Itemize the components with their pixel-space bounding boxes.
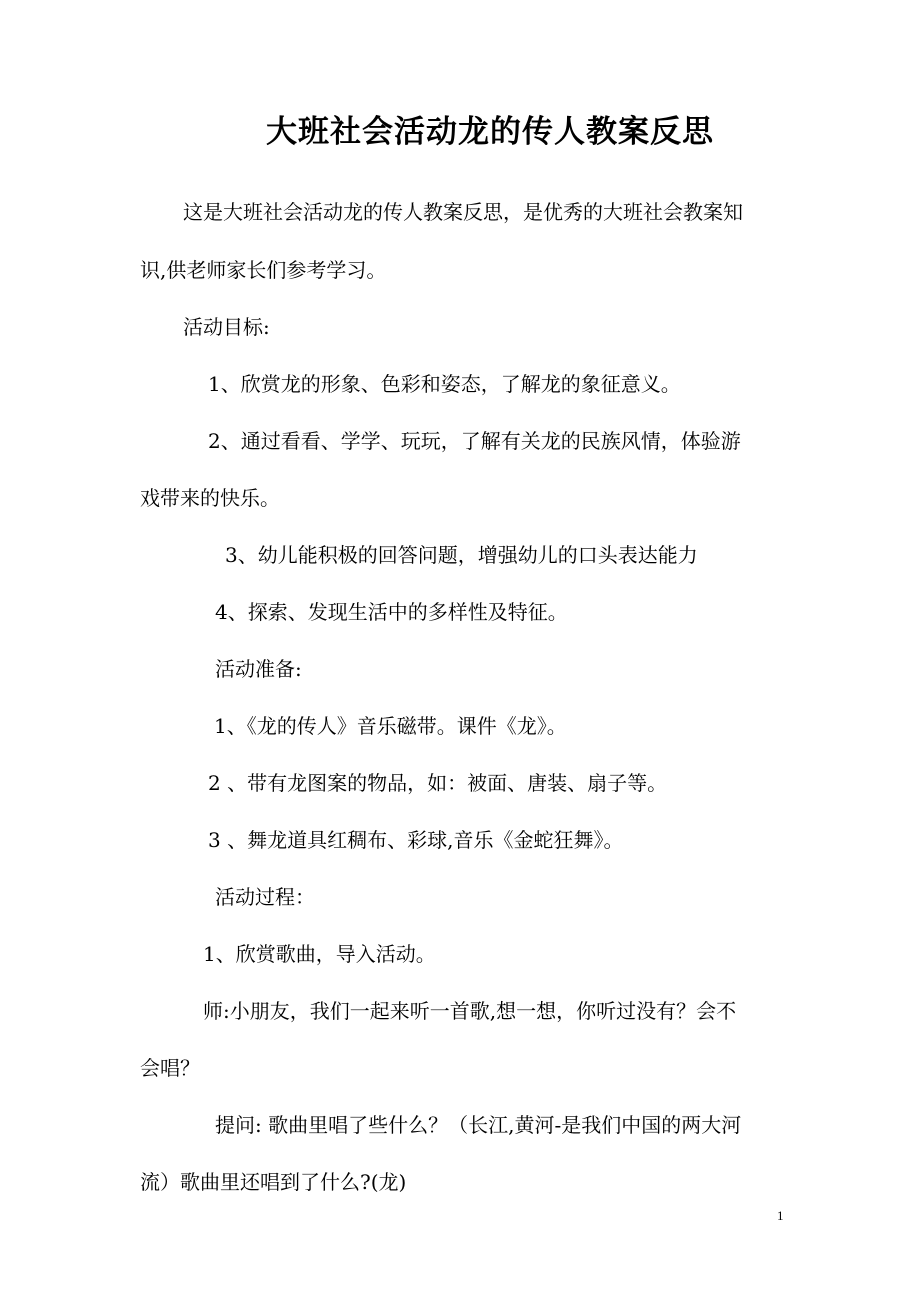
question-line-1: 提问: 歌曲里唱了些什么？（长江,黄河-是我们中国的两大河	[215, 1113, 742, 1137]
teacher-line-1: 师:小朋友，我们一起来听一首歌,想一想，你听过没有？会不	[203, 999, 737, 1023]
preparation-item-3: 3 、舞龙道具红稠布、彩球,音乐《金蛇狂舞》。	[208, 828, 624, 852]
goal-item-1: 1、欣赏龙的形象、色彩和姿态，了解龙的象征意义。	[208, 372, 681, 396]
document-title: 大班社会活动龙的传人教案反思	[266, 114, 714, 150]
preparation-item-1: 1、《龙的传人》音乐磁带。课件《龙》。	[214, 714, 567, 738]
goal-item-4: 4、探索、发现生活中的多样性及特征。	[215, 600, 568, 624]
teacher-line-2: 会唱？	[140, 1056, 200, 1080]
intro-line-2: 识,供老师家长们参考学习。	[140, 258, 387, 282]
intro-line-1: 这是大班社会活动龙的传人教案反思，是优秀的大班社会教案知	[183, 200, 743, 224]
preparation-heading: 活动准备:	[215, 657, 302, 681]
goal-item-2-line-2: 戏带来的快乐。	[140, 486, 280, 510]
page-number: 1	[777, 1208, 784, 1223]
goals-heading: 活动目标:	[183, 315, 270, 339]
goal-item-2-line-1: 2、通过看看、学学、玩玩，了解有关龙的民族风情，体验游	[208, 429, 741, 453]
goal-item-3: 3、幼儿能积极的回答问题，增强幼儿的口头表达能力	[225, 543, 698, 567]
process-heading: 活动过程：	[215, 885, 315, 909]
preparation-item-2: 2 、带有龙图案的物品，如：被面、唐装、扇子等。	[208, 771, 668, 795]
question-line-2: 流）歌曲里还唱到了什么?(龙)	[140, 1170, 407, 1194]
process-step-1: 1、欣赏歌曲，导入活动。	[203, 942, 436, 966]
